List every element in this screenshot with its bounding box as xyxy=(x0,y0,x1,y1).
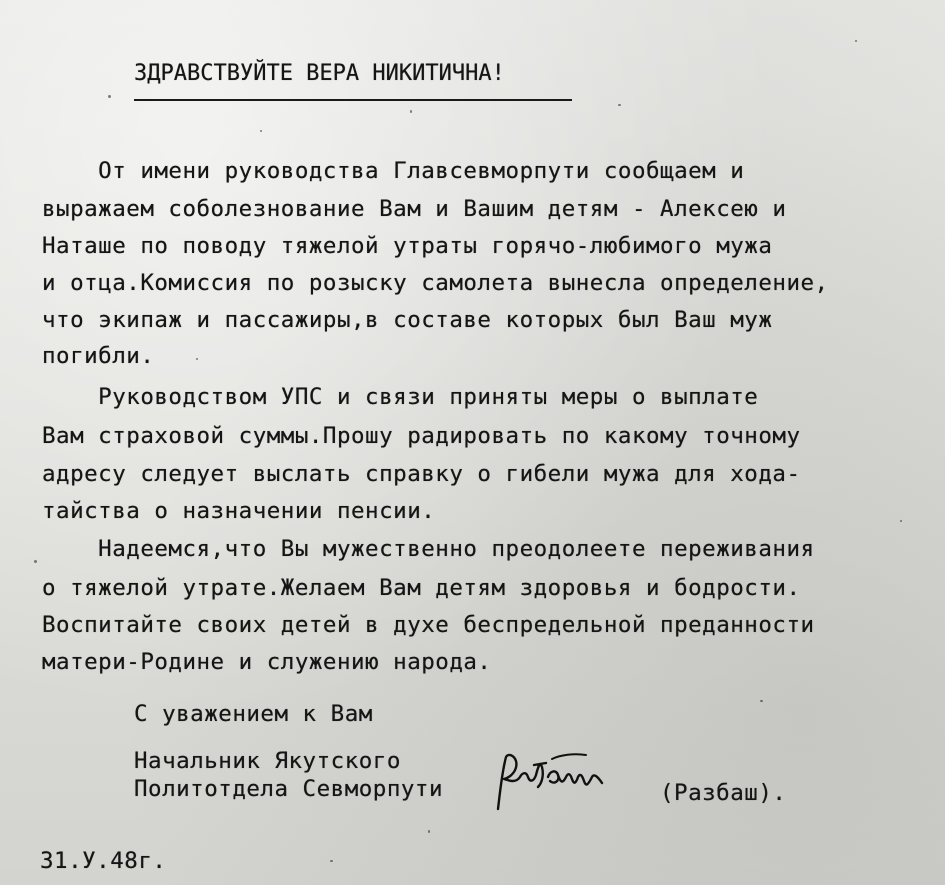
paragraph2-line: Руководством УПС и связи приняты меры о выплате xyxy=(42,384,759,410)
letter-greeting: ЗДРАВСТВУЙТЕ ВЕРА НИКИТИЧНА! xyxy=(134,61,505,86)
paper-speck xyxy=(428,830,430,833)
paper-speck xyxy=(900,520,902,522)
paragraph1-line: От имени руководства Главсевморпути сообщаем и xyxy=(42,158,745,184)
paper-speck xyxy=(410,110,412,113)
paper-speck xyxy=(260,130,262,132)
paragraph1-line: и отца.Комиссия по розыску самолета вынесла определение, xyxy=(42,270,829,296)
paragraph1-line: Наташе по поводу тяжелой утраты горячо-любимого мужа xyxy=(42,233,773,259)
paragraph3-line: Воспитайте своих детей в духе беспредельной преданности xyxy=(42,612,815,638)
paper-speck xyxy=(618,104,621,106)
paragraph3-line: о тяжелой утрате.Желаем Вам детям здоровья и бодрости. xyxy=(42,575,801,601)
paper-speck xyxy=(34,560,37,563)
paragraph1-line: погибли. xyxy=(42,343,155,369)
paragraph1-line: выражаем соболезнование Вам и Вашим детям - Алексею и xyxy=(42,196,787,222)
paper-speck xyxy=(330,860,333,862)
letter-date: 31.У.48г. xyxy=(40,848,167,874)
handwritten-signature xyxy=(490,747,610,817)
paper-speck xyxy=(108,95,111,98)
paper-speck xyxy=(855,40,857,42)
paper-speck xyxy=(196,358,198,360)
greeting-underline xyxy=(134,99,572,101)
paragraph1-line: что экипаж и пассажиры,в составе которых был Ваш муж xyxy=(42,307,773,333)
paragraph3-line: Надеемся,что Вы мужественно преодолеете переживания xyxy=(42,536,815,562)
paragraph2-line: тайства о назначении пенсии. xyxy=(42,498,436,524)
paragraph3-line: матери-Родине и служению народа. xyxy=(42,649,492,675)
paper-speck xyxy=(760,700,763,702)
paragraph2-line: адресу следует выслать справку о гибели мужа для хода- xyxy=(42,461,801,487)
paragraph2-line: Вам страховой суммы.Прошу радировать по какому точному xyxy=(42,423,801,449)
signer-name: (Разбаш). xyxy=(660,780,787,806)
closing-line: С уважением к Вам xyxy=(134,701,373,727)
signer-title-line: Политотдела Севморпути xyxy=(134,776,444,802)
signer-title-line: Начальник Якутского xyxy=(134,748,401,774)
